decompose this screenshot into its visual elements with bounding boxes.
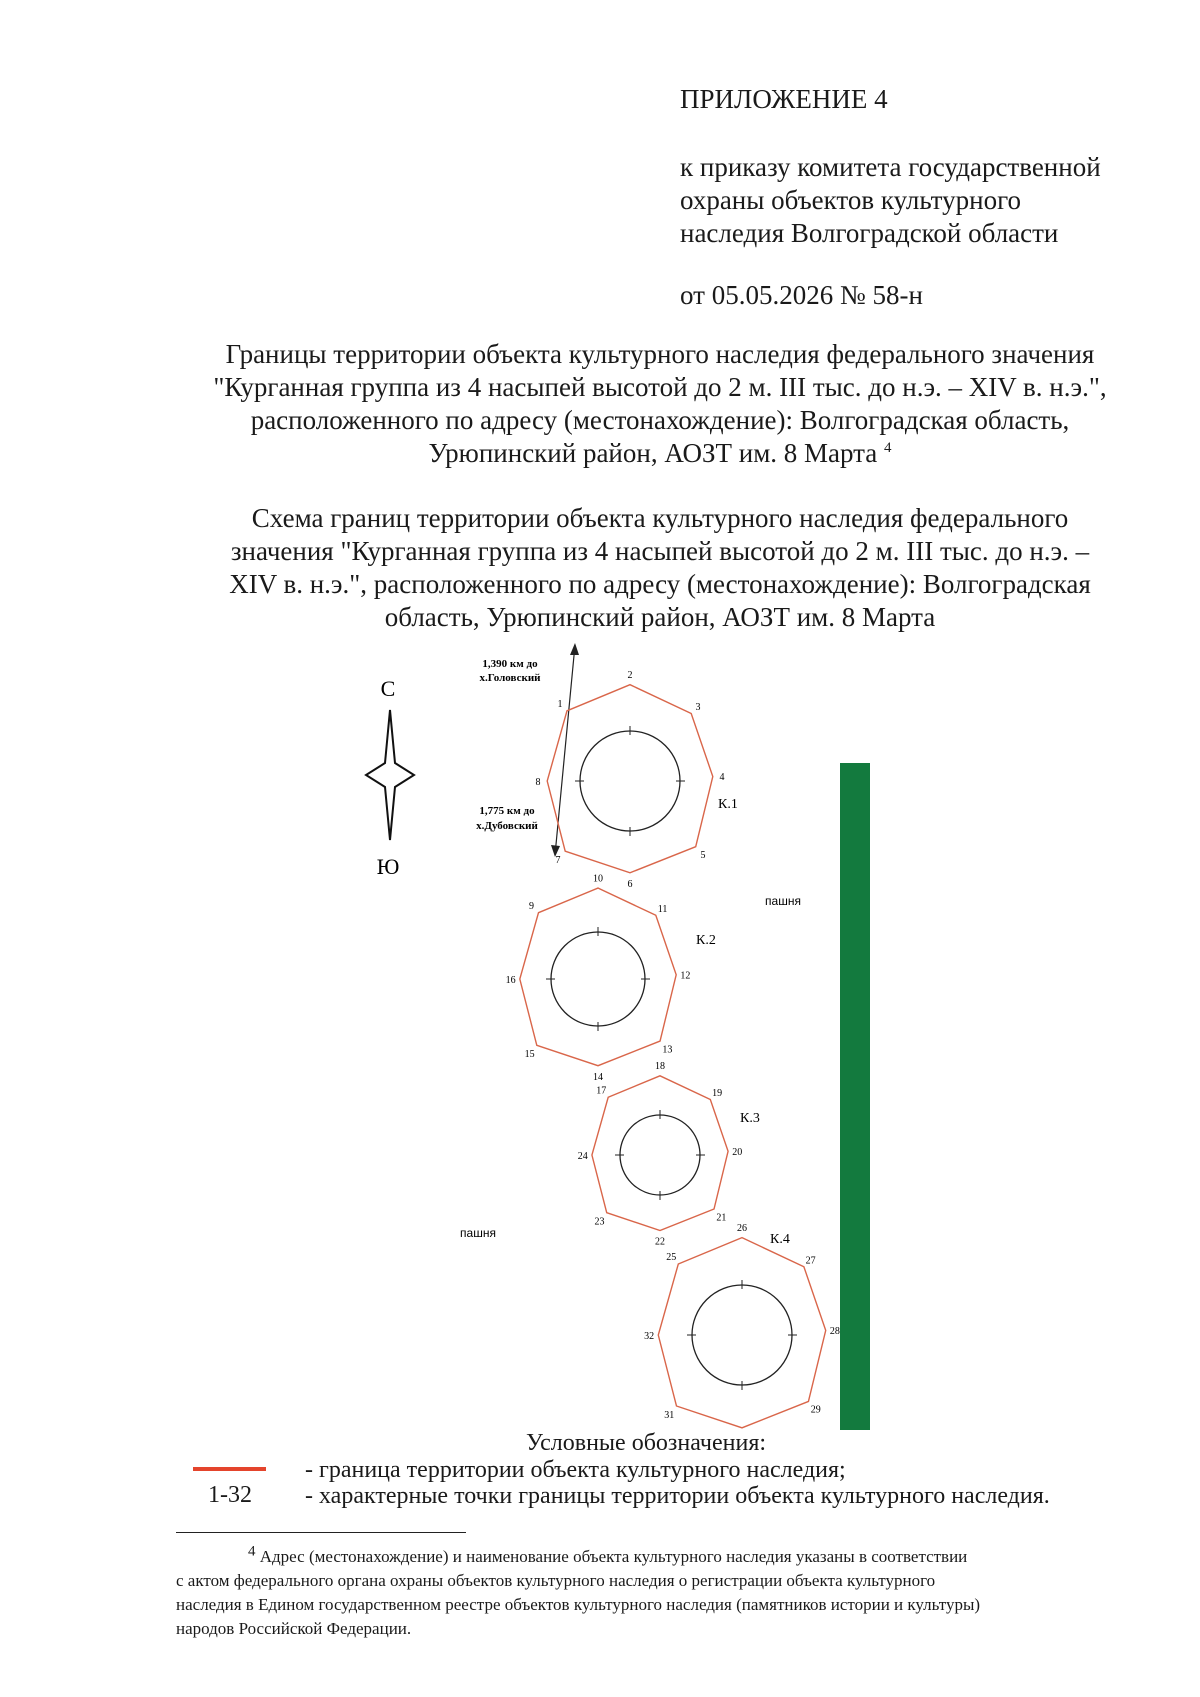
footnote-line: народов Российской Федерации. (176, 1619, 412, 1638)
boundaries-heading (140, 338, 1180, 470)
mound-label: К.4 (770, 1232, 790, 1247)
boundary-point-label: 22 (655, 1236, 665, 1248)
order-line: охраны объектов культурного (680, 185, 1021, 215)
order-reference (680, 151, 1101, 250)
field-label-left: пашня (460, 1226, 496, 1240)
distance-arrow (476, 643, 579, 857)
distance-north-line2: х.Головский (479, 672, 541, 684)
order-line: наследия Волгоградской области (680, 218, 1059, 248)
heading-line: значения "Курганная группа из 4 насыпей высотой до 2 м. III тыс. до н.э. – (230, 536, 1090, 566)
scheme-heading (140, 502, 1180, 634)
distance-north-line1: 1,390 км до (482, 658, 538, 670)
mound-boundary (520, 888, 676, 1066)
boundary-point-label: 26 (737, 1222, 747, 1234)
green-strip (840, 763, 870, 1430)
boundary-point-label: 14 (593, 1071, 603, 1083)
boundary-point-label: 31 (664, 1409, 675, 1421)
boundary-point-label: 25 (666, 1252, 677, 1264)
heading-line: расположенного по адресу (местонахождение): Волгоградская область, (250, 405, 1070, 435)
boundary-point-label: 28 (829, 1325, 840, 1337)
boundary-point-label: 8 (535, 777, 541, 788)
legend-boundary-swatch (193, 1467, 266, 1471)
footnote (176, 1545, 1150, 1641)
mound-circle (551, 932, 645, 1026)
heading-line (140, 437, 1180, 470)
arrowhead-icon (570, 643, 579, 655)
distance-south-line1: 1,775 км до (479, 805, 535, 817)
appendix-title: ПРИЛОЖЕНИЕ 4 (680, 84, 888, 114)
legend-points-text: - характерные точки границы территории объекта культурного наследия. (305, 1483, 1050, 1509)
boundary-point-label: 9 (529, 900, 534, 912)
mound-circle (580, 731, 680, 831)
boundary-point-label: 3 (695, 702, 701, 713)
legend-points-label: 1-32 (208, 1482, 252, 1508)
boundary-point-label: 7 (555, 855, 561, 866)
order-line: к приказу комитета государственной (680, 152, 1101, 182)
footnote-ref[interactable]: 4 (884, 440, 892, 456)
mound-circle (620, 1115, 700, 1195)
mound-label: К.2 (696, 933, 716, 948)
legend-boundary-text: - граница территории объекта культурного наследия; (305, 1457, 846, 1483)
compass-arrow-icon (366, 710, 414, 840)
compass (366, 676, 414, 879)
boundary-scheme (0, 640, 1200, 1430)
boundary-point-label: 16 (505, 975, 516, 986)
boundary-point-label: 11 (657, 903, 668, 915)
mound-circle (692, 1285, 792, 1385)
boundary-point-label: 27 (805, 1255, 816, 1267)
mound-boundary (658, 1238, 825, 1428)
boundary-point-label: 20 (732, 1146, 743, 1158)
order-date: от 05.05.2026 № 58-н (680, 280, 923, 310)
boundary-point-label: 21 (716, 1212, 727, 1224)
footnote-divider (176, 1532, 466, 1533)
mound-label: К.3 (740, 1111, 760, 1126)
mound-boundary (547, 685, 713, 873)
heading-line-text: Урюпинский район, АОЗТ им. 8 Марта (428, 438, 878, 468)
footnote-mark: 4 (248, 1543, 256, 1560)
field-label-right: пашня (765, 894, 801, 908)
boundary-point-label: 4 (719, 772, 725, 783)
heading-line: Границы территории объекта культурного наследия федерального значения (225, 339, 1095, 369)
heading-line: область, Урюпинский район, АОЗТ им. 8 Марта (384, 602, 936, 632)
heading-line: "Курганная группа из 4 насыпей высотой до 2 м. III тыс. до н.э. – XIV в. н.э.", (213, 372, 1107, 402)
footnote-line (176, 1545, 1150, 1569)
distance-south-line2: х.Дубовский (476, 820, 538, 832)
compass-south-label: Ю (376, 854, 400, 879)
legend-title: Условные обозначения: (526, 1430, 767, 1456)
mound-label: К.1 (718, 797, 738, 812)
footnote-line: наследия в Едином государственном реестре объектов культурного наследия (памятников истории и культуры) (176, 1595, 981, 1614)
heading-line: XIV в. н.э.", расположенного по адресу (местонахождение): Волгоградская (229, 569, 1091, 599)
boundary-point-label: 12 (680, 970, 691, 982)
heading-line: Схема границ территории объекта культурного наследия федерального (251, 503, 1069, 533)
boundary-point-label: 32 (644, 1331, 655, 1342)
mound-boundary (592, 1076, 728, 1231)
boundary-point-label: 10 (593, 873, 603, 885)
boundary-point-label: 13 (662, 1044, 673, 1056)
boundary-point-label: 18 (655, 1061, 665, 1073)
boundary-point-label: 23 (594, 1216, 605, 1228)
boundary-point-label: 24 (577, 1151, 588, 1162)
boundary-point-label: 6 (627, 879, 633, 890)
boundary-point-label: 29 (810, 1404, 821, 1416)
boundary-point-label: 1 (557, 699, 563, 710)
boundary-point-label: 2 (627, 670, 633, 681)
boundary-point-label: 5 (700, 850, 706, 861)
mound-group (506, 670, 840, 1430)
footnote-line: с актом федерального органа охраны объектов культурного наследия о регистрации объекта культурного (176, 1571, 936, 1590)
boundary-point-label: 19 (712, 1088, 723, 1099)
footnote-line-text: Адрес (местонахождение) и наименование объекта культурного наследия указаны в соответствии (259, 1547, 968, 1566)
boundary-point-label: 17 (596, 1085, 607, 1097)
boundary-point-label: 15 (524, 1049, 535, 1061)
compass-north-label: С (380, 676, 396, 701)
